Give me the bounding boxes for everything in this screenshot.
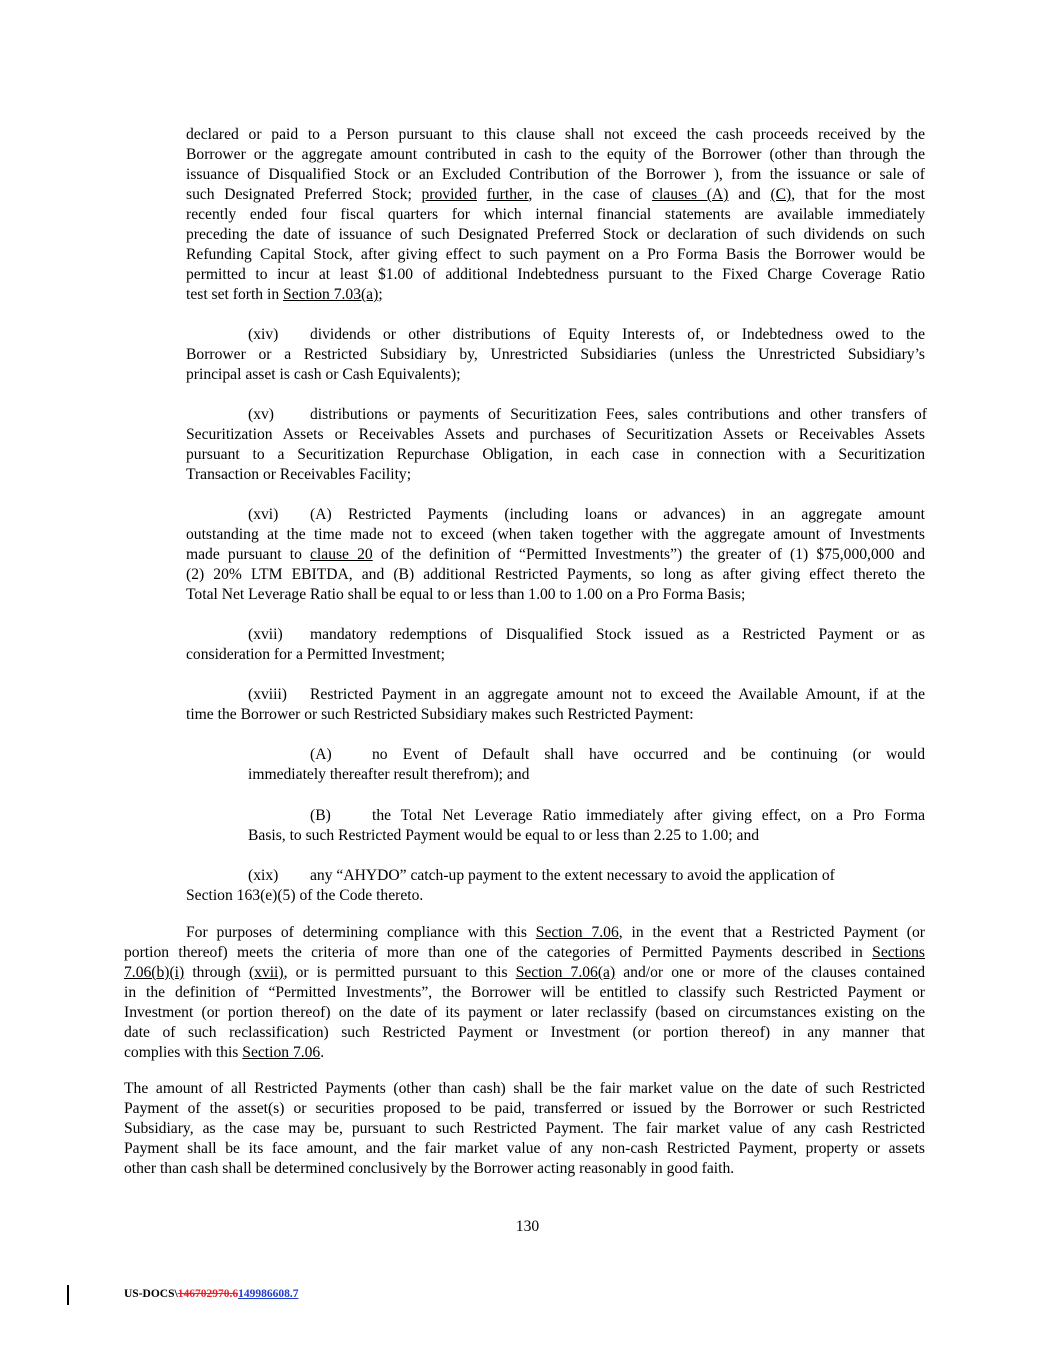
clause-c-ref: (C) xyxy=(770,186,792,203)
purposes-paragraph: For purposes of determining compliance with this Section 7.06, in the event that a Restricted Payment (or portion thereof) meets the criteria of more than one of the categories of Permitted Payments described in Sections 7.06(b)(i) through (xvii), or is permitted pursuant to this Section 7.06(a) and/or one or more of the clauses contained in the definition of “Permitted Investments”, the Borrower will be entitled to classify such Restricted Payment or Investment (or portion thereof) on the date of its payment or later reclassify (based on circumstances existing on the date of such reclassification) such Restricted Payment or Investment (or portion thereof) in any manner that complies with this Section 7.06. xyxy=(124,924,926,1061)
section-7-06-ref: Section 7.06 xyxy=(535,924,619,941)
clause-label: (xvi) xyxy=(248,506,279,523)
clause-label: (xiv) xyxy=(248,326,279,343)
clause-xix: (xix) any “AHYDO” catch-up payment to the extent necessary to avoid the application of Section 163(e)(5) of the Code thereto. xyxy=(186,867,835,904)
section-7-06-b-i-ref: 7.06(b)(i) xyxy=(124,964,185,981)
section-7-06-ref-2: Section 7.06 xyxy=(242,1044,321,1061)
paragraph-continuation: declared or paid to a Person pursuant to this clause shall not exceed the cash proceeds received by the Borrower or the aggregate amount contributed in cash to the equity of the Borrower (other than through the issuance of Disqualified Stock or an Excluded Contribution of the Borrower ), from the issuance or sale of such Designated Preferred Stock; provided further, in the case of clauses (A) and (C), that for the most recently ended four fiscal quarters for which internal financial statements are available immediately preceding the date of issuance of such Designated Preferred Stock or declaration of such dividends on such Refunding Capital Stock, after giving effect to such payment on a Pro Forma Basis the Borrower would be permitted to incur at least $1.00 of additional Indebtedness pursuant to the Fixed Charge Coverage Ratio test set forth in Section 7.03(a); xyxy=(186,126,925,303)
clause-xv: (xv) distributions or payments of Securitization Fees, sales contributions and other transfers of Securitization Assets or Receivables Assets and purchases of Securitization Assets or Receivables Assets pursuant to a Securitization Repurchase Obligation, in each case in connection with a Securitization Transaction or Receivables Facility; xyxy=(186,406,927,483)
clause-label: (xix) xyxy=(248,867,279,884)
subclause-b: (B) the Total Net Leverage Ratio immediately after giving effect, on a Pro Forma Basis, to such Restricted Payment would be equal to or less than 2.25 to 1.00; and xyxy=(248,807,925,844)
deleted-doc-number: 146702970.6 xyxy=(177,1288,239,1300)
provided-term: provided xyxy=(421,186,477,203)
subclause-a: (A) no Event of Default shall have occurred and be continuing (or would immediately thereafter result therefrom); and xyxy=(248,746,925,783)
page-number: 130 xyxy=(515,1218,540,1235)
clause-xvii: (xvii) mandatory redemptions of Disqualified Stock issued as a Restricted Payment or as consideration for a Permitted Investment; xyxy=(186,626,925,663)
clause-xvii-ref: (xvii) xyxy=(248,964,284,981)
sections-ref: Sections xyxy=(872,944,925,961)
further-term: further xyxy=(486,186,529,203)
clause-xiv: (xiv) dividends or other distributions of Equity Interests of, or Indebtedness owed to the Borrower or a Restricted Subsidiary by, Unrestricted Subsidiaries (unless the Unrestricted Subsidiary’s principal asset is cash or Cash Equivalents); xyxy=(186,326,925,383)
clause-label: (xviii) xyxy=(248,686,287,703)
amount-paragraph: The amount of all Restricted Payments (other than cash) shall be the fair market value on the date of such Restricted Payment of the asset(s) or securities proposed to be paid, transferred or issued by the Borrower or such Restricted Subsidiary, as the case may be, pursuant to such Restricted Payment. The fair market value of any cash Restricted Payment shall be its face amount, and the fair market value of any non-cash Restricted Payment, property or assets other than cash shall be determined conclusively by the Borrower acting reasonably in good faith. xyxy=(124,1080,925,1177)
clauses-a-ref: clauses (A) xyxy=(652,186,729,203)
change-bar xyxy=(67,1285,69,1305)
clause-xviii: (xviii) Restricted Payment in an aggregate amount not to exceed the Available Amount, if at the time the Borrower or such Restricted Subsidiary makes such Restricted Payment: xyxy=(186,686,925,723)
clause-label: (xvii) xyxy=(248,626,283,643)
clause-xvi: (xvi) (A) Restricted Payments (including loans or advances) in an aggregate amount outstanding at the time made not to exceed (when taken together with the aggregate amount of Investments made pursuant to clause 20 of the definition of “Permitted Investments”) the greater of (1) $75,000,000 and (2) 20% LTM EBITDA, and (B) additional Restricted Payments, so long as after giving effect thereto the Total Net Leverage Ratio shall be equal to or less than 1.00 to 1.00 on a Pro Forma Basis; xyxy=(186,506,925,603)
clause-label: (A) xyxy=(310,746,332,763)
document-footer-id: US-DOCS\146702970.6149986608.7 xyxy=(124,1288,299,1300)
clause-label: (xv) xyxy=(248,406,274,423)
section-7-06a-ref: Section 7.06(a) xyxy=(515,964,616,981)
clause-20-ref: clause 20 xyxy=(310,546,373,563)
section-7-03a-ref: Section 7.03(a) xyxy=(283,286,379,303)
inserted-doc-number: 149986608.7 xyxy=(238,1288,299,1300)
clause-label: (B) xyxy=(310,807,331,824)
